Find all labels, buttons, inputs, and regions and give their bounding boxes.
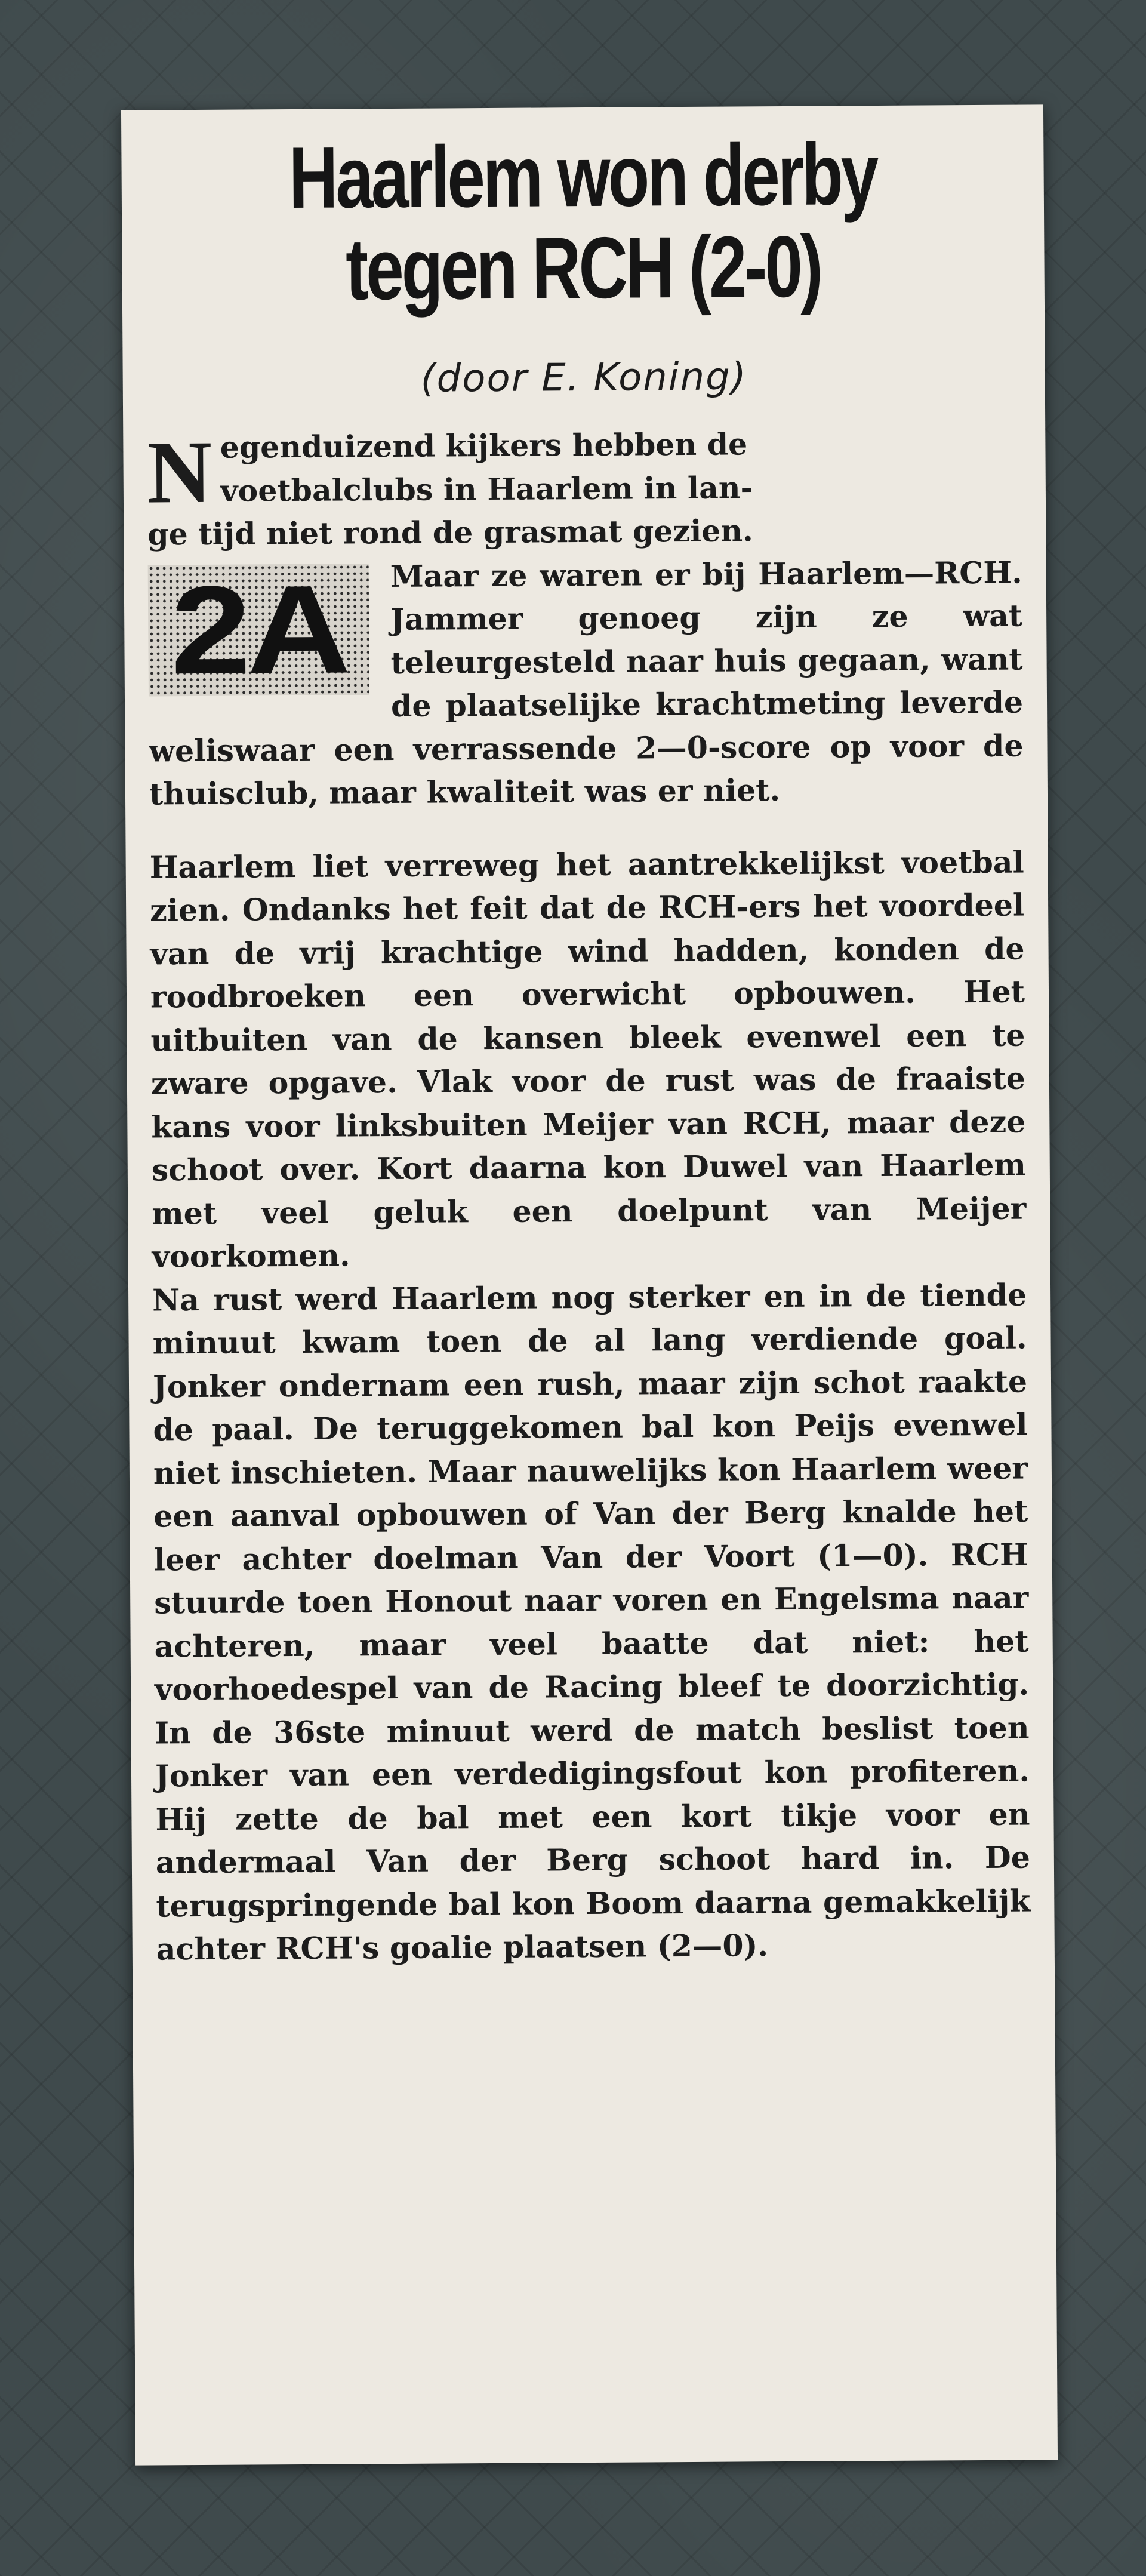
article-paragraph-3: Na rust werd Haarlem nog sterker en in de tiende minuut kwam toen de al lang verdiende goal. Jonker ondernam een rush, maar zijn schot raakte de paal. De teruggekomen bal kon Peijs evenwel niet inschieten. Maar nauwelijks kon Haarlem weer een aanval opbouwen of Van der Berg knalde het leer achter doelman Van der Voort (1—0). RCH stuurde toen Honout naar voren en Engelsma naar achteren, maar veel baatte dat niet: het voorhoedespel van de Racing bleef te doorzichtig. In de 36ste minuut werd de match beslist toen Jonker van een verdedigingsfout kon profiteren. Hij zette de bal met een kort tikje voor en andermaal Van der Berg schoot hard in. De terugspringende bal kon Boom daarna gemakkelijk achter RCH's goalie plaatsen (2—0). (152, 1277, 1031, 1967)
drop-cap: N (147, 422, 212, 522)
article-paragraph-2: Haarlem liet verreweg het aantrekkelijkst voetbal zien. Ondanks het feit dat de RCH-ers het voordeel van de vrij krachtige wind hadden, konden de roodbroeken een overwicht opbouwen. Het uitbuiten van de kansen bleek evenwel een te zware opgave. Vlak voor de rust was de fraaiste kans voor linksbuiten Meijer van RCH, maar deze schoot over. Kort daarna kon Duwel van Haarlem met veel geluk een doelpunt van Meijer voorkomen. (149, 844, 1027, 1275)
lead-line-1: egenduizend kijkers hebben de (220, 426, 748, 465)
article-paragraph-1 (147, 421, 1024, 816)
lead-line-3: ge tijd niet rond de grasmat gezien. (147, 513, 753, 552)
headline-line-1: Haarlem won derby (288, 125, 877, 227)
section-badge-label: 2A (170, 558, 347, 700)
paragraph-1-body: Maar ze waren er bij Haarlem—RCH. Jammer genoeg zijn ze wat teleurgesteld naar huis gegaan, want de plaatselijke krachtmeting leverde weliswaar een verrassende 2—0-score op voor de thuisclub, maar kwaliteit was er niet. (149, 555, 1024, 812)
newspaper-clipping (121, 104, 1058, 2465)
section-badge (148, 558, 369, 700)
lead-line-2: voetbalclubs in Haarlem in lan- (220, 469, 753, 509)
headline-line-2: tegen RCH (2-0) (345, 217, 821, 318)
headline (241, 125, 925, 318)
byline: (door E. Koning) (420, 355, 747, 401)
paragraph-gap (149, 811, 1024, 846)
